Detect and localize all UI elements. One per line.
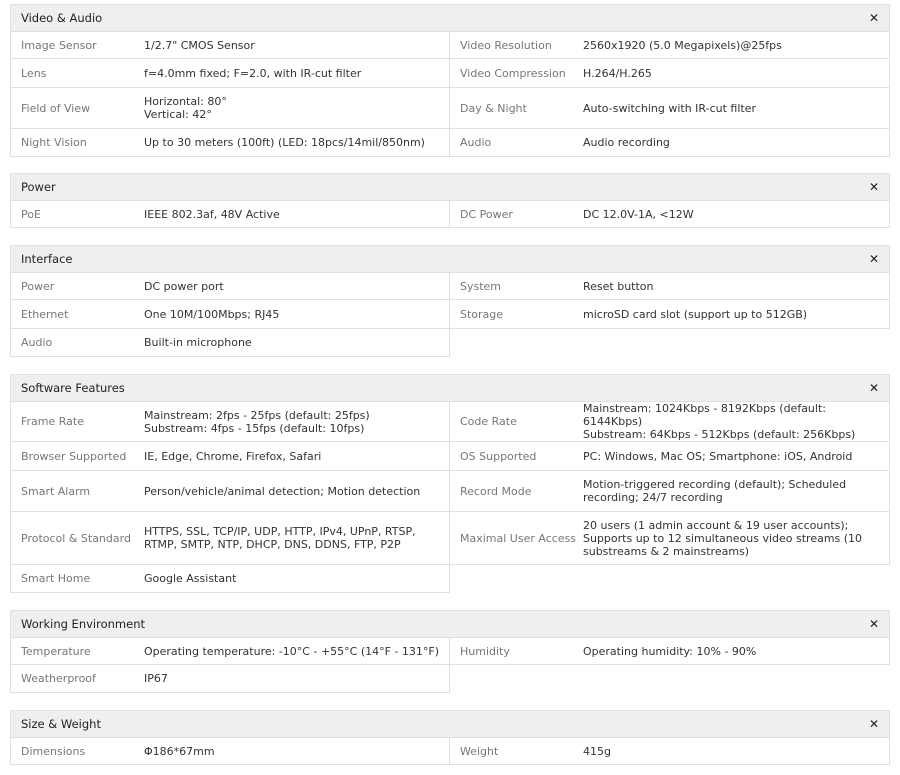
spec-value: Audio recording xyxy=(583,136,670,149)
spec-label: OS Supported xyxy=(460,449,537,463)
spec-row xyxy=(10,442,890,471)
spec-value: Φ186*67mm xyxy=(144,744,215,758)
spec-label: Browser Supported xyxy=(21,449,127,463)
spec-row xyxy=(10,31,890,59)
spec-label: Smart Home xyxy=(21,572,91,585)
spec-value: 415g xyxy=(583,744,611,758)
spec-cell xyxy=(450,200,890,228)
spec-value: HTTPS, SSL, TCP/IP, UDP, HTTP, IPv4, UPnP, RTSP, RTMP, SMTP, NTP, DHCP, DNS, DDNS, FTP, P2P xyxy=(144,525,416,551)
spec-cell xyxy=(450,637,890,665)
close-icon[interactable]: ✕ xyxy=(868,381,879,395)
spec-label: Humidity xyxy=(460,644,510,658)
section-title: Working Environment xyxy=(21,617,145,631)
section-header[interactable] xyxy=(10,4,890,31)
spec-row xyxy=(10,59,890,88)
spec-value: IE, Edge, Chrome, Firefox, Safari xyxy=(144,449,322,463)
spec-cell xyxy=(10,565,450,593)
spec-label: Audio xyxy=(460,136,492,149)
spec-label: Video Resolution xyxy=(460,38,552,52)
spec-row xyxy=(10,665,450,693)
spec-value: microSD card slot (support up to 512GB) xyxy=(583,307,808,321)
section-header[interactable] xyxy=(10,245,890,272)
spec-value: Horizontal: 80° Vertical: 42° xyxy=(144,95,227,121)
section-working-environment xyxy=(10,610,890,693)
spec-cell xyxy=(10,637,450,665)
spec-cell xyxy=(450,88,890,129)
spec-value: Mainstream: 1024Kbps - 8192Kbps (default: 6144Kbps) Substream: 64Kbps - 512Kbps (default: 256Kbps) xyxy=(583,402,856,441)
spec-cell xyxy=(450,737,890,765)
spec-row xyxy=(10,88,890,129)
spec-cell xyxy=(450,59,890,88)
section-title: Software Features xyxy=(21,381,125,395)
section-title: Video & Audio xyxy=(21,11,103,25)
spec-label: Frame Rate xyxy=(21,415,84,428)
section-header[interactable] xyxy=(10,173,890,200)
section-header[interactable] xyxy=(10,710,890,737)
spec-value: f=4.0mm fixed; F=2.0, with IR-cut filter xyxy=(144,66,362,80)
spec-cell xyxy=(10,129,450,157)
spec-cell xyxy=(10,471,450,512)
spec-label: Dimensions xyxy=(21,744,86,758)
spec-label: Weight xyxy=(460,744,499,758)
spec-value: IEEE 802.3af, 48V Active xyxy=(144,207,280,221)
spec-label: Day & Night xyxy=(460,101,527,115)
spec-label: Night Vision xyxy=(21,136,87,149)
spec-value: Person/vehicle/animal detection; Motion detection xyxy=(144,484,421,498)
spec-label: Storage xyxy=(460,307,504,321)
spec-value: Up to 30 meters (100ft) (LED: 18pcs/14mil/850nm) xyxy=(144,136,425,149)
section-title: Interface xyxy=(21,252,73,266)
spec-cell xyxy=(10,59,450,88)
spec-value: Built-in microphone xyxy=(144,336,252,349)
close-icon[interactable]: ✕ xyxy=(868,252,879,266)
close-icon[interactable]: ✕ xyxy=(868,180,879,194)
spec-label: Maximal User Access xyxy=(460,531,577,545)
spec-row xyxy=(10,129,890,157)
spec-row xyxy=(10,471,890,512)
spec-cell xyxy=(10,512,450,565)
section-video-audio xyxy=(10,4,890,157)
spec-cell xyxy=(10,329,450,357)
section-header[interactable] xyxy=(10,610,890,637)
spec-value: Motion-triggered recording (default); Scheduled recording; 24/7 recording xyxy=(583,478,847,504)
spec-cell xyxy=(450,300,890,329)
spec-cell xyxy=(10,272,450,300)
close-icon[interactable]: ✕ xyxy=(868,617,879,631)
spec-label: Video Compression xyxy=(460,66,566,80)
spec-cell xyxy=(450,442,890,471)
spec-label: Smart Alarm xyxy=(21,484,91,498)
spec-value: DC power port xyxy=(144,279,224,293)
spec-label: Weatherproof xyxy=(21,672,96,685)
spec-label: Ethernet xyxy=(21,307,69,321)
spec-label: Image Sensor xyxy=(21,38,97,52)
spec-value: Mainstream: 2fps - 25fps (default: 25fps) Substream: 4fps - 15fps (default: 10fps) xyxy=(144,408,370,435)
spec-value: One 10M/100Mbps; RJ45 xyxy=(144,307,280,321)
spec-row xyxy=(10,300,890,329)
spec-cell xyxy=(450,272,890,300)
section-title: Power xyxy=(21,180,56,194)
section-size-weight xyxy=(10,710,890,765)
spec-row xyxy=(10,737,890,765)
spec-cell xyxy=(10,200,450,228)
spec-label: Power xyxy=(21,279,55,293)
spec-cell xyxy=(450,129,890,157)
spec-label: Field of View xyxy=(21,101,91,115)
spec-label: Protocol & Standard xyxy=(21,531,131,545)
spec-cell xyxy=(450,401,890,442)
spec-cell xyxy=(10,401,450,442)
spec-label: Code Rate xyxy=(460,415,517,428)
spec-label: Record Mode xyxy=(460,484,532,498)
spec-value: H.264/H.265 xyxy=(583,66,652,80)
spec-cell xyxy=(10,737,450,765)
spec-label: PoE xyxy=(21,207,41,221)
section-software-features xyxy=(10,374,890,593)
section-interface xyxy=(10,245,890,357)
spec-cell xyxy=(10,665,450,693)
spec-label: System xyxy=(460,279,502,293)
spec-label: Lens xyxy=(21,66,47,80)
spec-value: 2560x1920 (5.0 Megapixels)@25fps xyxy=(583,38,782,52)
spec-row xyxy=(10,329,450,357)
spec-value: PC: Windows, Mac OS; Smartphone: iOS, Android xyxy=(583,449,853,463)
spec-value: 20 users (1 admin account & 19 user accounts); Supports up to 12 simultaneous video streams (10 substreams & 2 mainstreams) xyxy=(583,518,863,558)
spec-row xyxy=(10,200,890,228)
spec-cell xyxy=(10,300,450,329)
spec-cell xyxy=(450,471,890,512)
spec-row xyxy=(10,512,890,565)
spec-value: 1/2.7" CMOS Sensor xyxy=(144,38,255,52)
section-power xyxy=(10,173,890,228)
spec-label: Temperature xyxy=(21,644,91,658)
spec-value: Reset button xyxy=(583,279,654,293)
section-title: Size & Weight xyxy=(21,717,101,731)
spec-cell xyxy=(10,88,450,129)
spec-row xyxy=(10,637,890,665)
spec-value: IP67 xyxy=(144,672,168,685)
spec-cell xyxy=(10,31,450,59)
spec-row xyxy=(10,401,890,442)
close-icon[interactable]: ✕ xyxy=(868,717,879,731)
spec-value: Operating temperature: -10°C - +55°C (14°F - 131°F) xyxy=(144,644,440,658)
spec-row xyxy=(10,565,450,593)
spec-cell xyxy=(450,31,890,59)
spec-value: DC 12.0V-1A, <12W xyxy=(583,207,694,221)
spec-row xyxy=(10,272,890,300)
spec-value: Operating humidity: 10% - 90% xyxy=(583,644,757,658)
spec-value: Google Assistant xyxy=(144,572,237,585)
spec-cell xyxy=(10,442,450,471)
spec-label: Audio xyxy=(21,336,53,349)
section-header[interactable] xyxy=(10,374,890,401)
spec-cell xyxy=(450,512,890,565)
spec-label: DC Power xyxy=(460,207,513,221)
spec-value: Auto-switching with IR-cut filter xyxy=(583,101,756,115)
close-icon[interactable]: ✕ xyxy=(868,11,879,25)
